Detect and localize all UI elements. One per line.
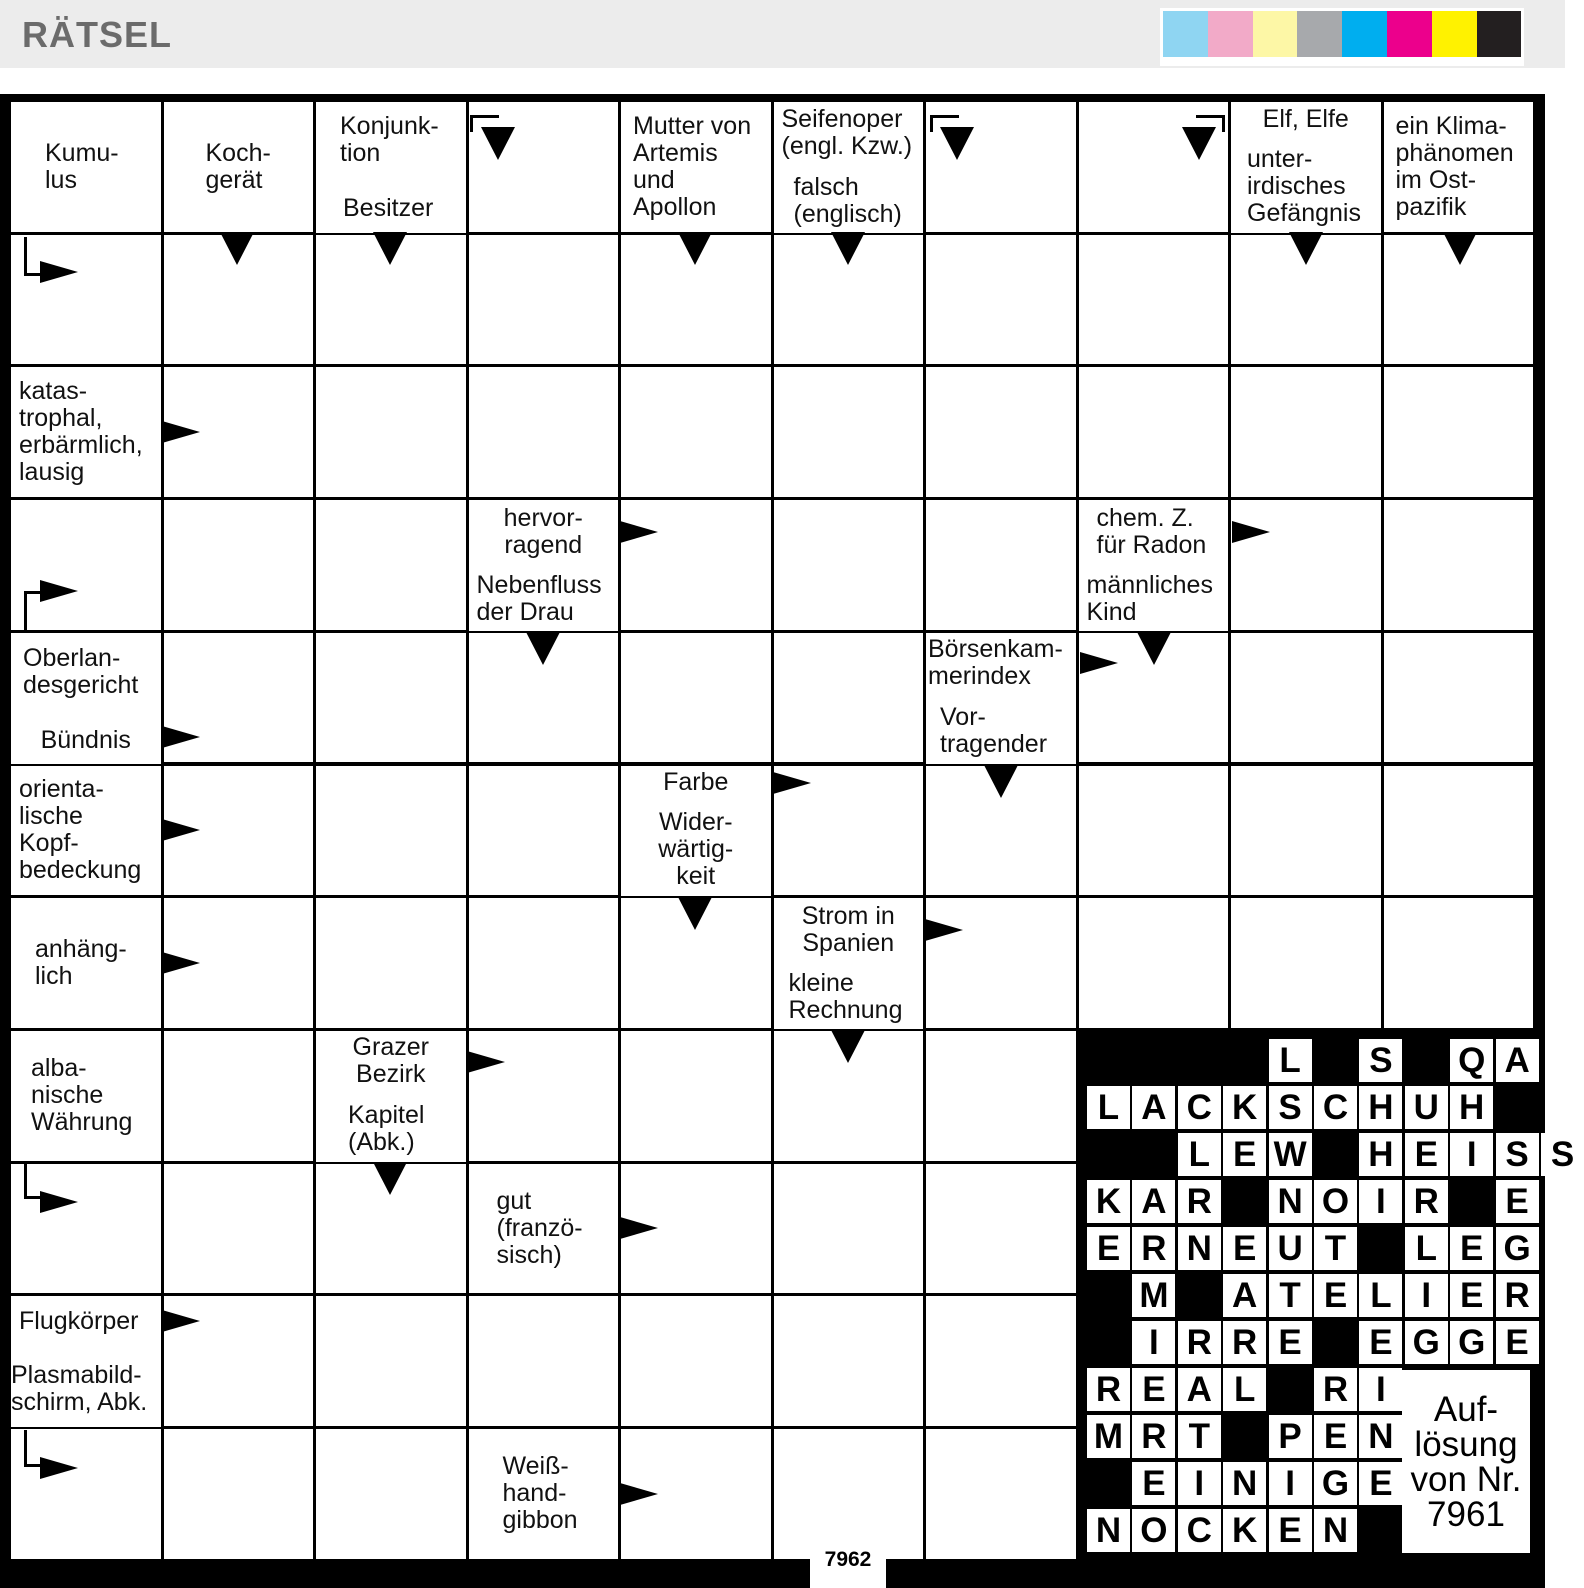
solution-letter: A <box>1178 1368 1221 1411</box>
solution-letter: E <box>1269 1509 1312 1552</box>
clue-text: unter- irdisches Gefängnis <box>1247 144 1361 227</box>
hook-arrow-icon <box>24 1162 45 1199</box>
solution-letter: E <box>1359 1321 1402 1364</box>
arrow-right-icon <box>40 580 78 602</box>
clue-text: Koch- gerät <box>205 138 271 194</box>
clue-widerwaertig <box>621 804 771 896</box>
swatch-6 <box>1432 11 1477 57</box>
solution-letter: S <box>1541 1133 1584 1176</box>
clue-mutter <box>621 102 771 232</box>
clue-text: Farbe <box>663 768 729 797</box>
answer-cell[interactable] <box>774 1296 924 1426</box>
answer-cell[interactable] <box>469 766 619 896</box>
solution-letter: R <box>1178 1180 1221 1223</box>
swatch-7 <box>1477 11 1522 57</box>
solution-letter: K <box>1223 1086 1266 1129</box>
clue-text: Bündnis <box>40 725 131 754</box>
answer-cell[interactable] <box>316 1429 466 1559</box>
arrow-down-icon <box>984 765 1018 798</box>
solution-letter: L <box>1223 1368 1266 1411</box>
solution-letter: N <box>1178 1227 1221 1270</box>
clue-falsch <box>774 168 924 233</box>
answer-cell[interactable] <box>164 1429 314 1559</box>
clue-text: Vor- tragender <box>940 702 1048 758</box>
hook-arrow-icon <box>24 1430 45 1467</box>
answer-cell[interactable] <box>774 1164 924 1294</box>
answer-cell[interactable] <box>1231 367 1381 497</box>
clue-katastrophal <box>11 367 161 497</box>
answer-cell[interactable] <box>316 367 466 497</box>
arrow-right-icon <box>162 952 200 974</box>
hook-arrow-icon <box>930 115 959 132</box>
solution-letter: I <box>1132 1321 1175 1364</box>
answer-cell[interactable] <box>926 500 1076 630</box>
solution-letter: H <box>1450 1086 1493 1129</box>
clue-strom <box>774 898 924 961</box>
answer-cell[interactable] <box>469 367 619 497</box>
clue-text: chem. Z. für Radon <box>1096 503 1207 559</box>
clue-text: Besitzer <box>343 193 434 222</box>
clue-vortragender <box>926 697 1076 763</box>
solution-letter: M <box>1132 1274 1175 1317</box>
hook-arrow-icon <box>1196 115 1225 132</box>
solution-letter: A <box>1496 1039 1539 1082</box>
solution-letter: T <box>1269 1274 1312 1317</box>
swatch-1 <box>1208 11 1253 57</box>
arrow-down-icon <box>373 1162 407 1195</box>
solution-letter: C <box>1178 1509 1221 1552</box>
solution-letter: E <box>1132 1462 1175 1505</box>
clue-text: Kapitel (Abk.) <box>348 1100 425 1156</box>
clue-klima <box>1384 102 1534 232</box>
hook-arrow-icon <box>24 237 45 276</box>
arrow-right-icon <box>1080 652 1118 674</box>
clue-text: Nebenfluss der Drau <box>476 571 602 627</box>
clue-radon <box>1079 500 1229 563</box>
answer-cell[interactable] <box>469 235 619 365</box>
answer-cell[interactable] <box>926 898 1076 1028</box>
hook-arrow-icon <box>470 115 499 132</box>
answer-cell[interactable] <box>621 1031 771 1161</box>
solution-letter: E <box>1496 1180 1539 1223</box>
clue-besitzer <box>316 183 466 234</box>
answer-cell[interactable] <box>621 367 771 497</box>
clue-kumulus <box>11 102 161 232</box>
answer-cell[interactable] <box>1384 898 1534 1028</box>
solution-letter: E <box>1359 1462 1402 1505</box>
solution-letter: R <box>1132 1415 1175 1458</box>
clue-text: Konjunk- tion <box>340 111 439 167</box>
answer-cell[interactable] <box>469 898 619 1028</box>
answer-cell[interactable] <box>774 1429 924 1559</box>
arrow-right-icon <box>620 1217 658 1239</box>
clue-text: Weiß- hand- gibbon <box>502 1452 578 1535</box>
solution-letter: K <box>1087 1180 1130 1223</box>
clue-kind <box>1079 567 1229 631</box>
clue-hervorragend <box>469 500 619 563</box>
solution-letter: C <box>1314 1086 1357 1129</box>
answer-cell[interactable] <box>621 1296 771 1426</box>
answer-cell[interactable] <box>316 1296 466 1426</box>
clue-text: männliches Kind <box>1086 571 1213 627</box>
clue-albanisch <box>11 1031 161 1161</box>
solution-letter: R <box>1132 1227 1175 1270</box>
arrow-down-icon <box>1443 232 1477 265</box>
clue-text: Wider- wärtig- keit <box>658 808 734 891</box>
solution-letter: M <box>1087 1415 1130 1458</box>
solution-letter: A <box>1223 1274 1266 1317</box>
solution-letter: Q <box>1450 1039 1493 1082</box>
solution-letter: O <box>1314 1180 1357 1223</box>
answer-cell[interactable] <box>1079 367 1229 497</box>
clue-buendnis <box>11 716 161 764</box>
arrow-right-icon <box>1232 521 1270 543</box>
answer-cell[interactable] <box>1079 898 1229 1028</box>
answer-cell[interactable] <box>1079 235 1229 365</box>
clue-text: anhäng- lich <box>35 935 127 991</box>
solution-letter: N <box>1359 1415 1402 1458</box>
answer-cell[interactable] <box>1384 367 1534 497</box>
solution-letter: I <box>1269 1462 1312 1505</box>
solution-letter: G <box>1314 1462 1357 1505</box>
solution-letter: R <box>1405 1180 1448 1223</box>
answer-cell[interactable] <box>1231 898 1381 1028</box>
arrow-down-icon <box>526 632 560 665</box>
arrow-right-icon <box>40 1191 78 1213</box>
solution-letter: L <box>1087 1086 1130 1129</box>
clue-gut <box>469 1164 619 1294</box>
color-swatches <box>1160 8 1524 66</box>
clue-text: Plasmabild- schirm, Abk. <box>11 1360 148 1416</box>
solution-letter: T <box>1314 1227 1357 1270</box>
arrow-right-icon <box>162 819 200 841</box>
answer-cell[interactable] <box>774 633 924 763</box>
solution-letter: W <box>1269 1133 1312 1176</box>
solution-letter: G <box>1450 1321 1493 1364</box>
arrow-right-icon <box>773 772 811 794</box>
solution-letter: I <box>1450 1133 1493 1176</box>
solution-letter: E <box>1132 1368 1175 1411</box>
page-title: RÄTSEL <box>22 14 172 55</box>
arrow-right-icon <box>40 1457 78 1479</box>
answer-cell[interactable] <box>1384 766 1534 896</box>
arrow-down-icon <box>831 1030 865 1063</box>
clue-text: Flugkörper <box>19 1306 139 1335</box>
answer-cell[interactable] <box>621 500 771 630</box>
clue-text: Seifenoper (engl. Kzw.) <box>781 104 913 160</box>
clue-text: katas- trophal, erbärmlich, lausig <box>19 377 143 487</box>
answer-cell[interactable] <box>1231 500 1381 630</box>
clue-orientalisch <box>11 766 161 896</box>
clue-boersen <box>926 633 1076 693</box>
answer-cell[interactable] <box>164 1031 314 1161</box>
solution-letter: R <box>1178 1321 1221 1364</box>
answer-cell[interactable] <box>1079 766 1229 896</box>
solution-letter: G <box>1496 1227 1539 1270</box>
solution-letter: U <box>1269 1227 1312 1270</box>
clue-text: Grazer Bezirk <box>352 1033 429 1089</box>
clue-text: gut (franzö- sisch) <box>496 1186 583 1269</box>
puzzle-number: 7962 <box>810 1548 886 1588</box>
answer-cell[interactable] <box>1231 633 1381 763</box>
solution-letter: O <box>1132 1509 1175 1552</box>
swatch-3 <box>1297 11 1342 57</box>
swatch-5 <box>1387 11 1432 57</box>
answer-cell[interactable] <box>1384 633 1534 763</box>
answer-cell[interactable] <box>621 633 771 763</box>
answer-cell[interactable] <box>316 898 466 1028</box>
clue-anhaenglich <box>11 898 161 1028</box>
arrow-down-icon <box>678 232 712 265</box>
solution-letter: A <box>1132 1086 1175 1129</box>
swatch-4 <box>1342 11 1387 57</box>
solution-letter: R <box>1496 1274 1539 1317</box>
solution-letter: E <box>1223 1227 1266 1270</box>
solution-letter: S <box>1359 1039 1402 1082</box>
hook-arrow-icon <box>24 591 45 632</box>
clue-text: Börsenkam- merindex <box>928 634 1063 690</box>
answer-cell[interactable] <box>926 235 1076 365</box>
solution-letter: E <box>1223 1133 1266 1176</box>
answer-cell[interactable] <box>316 500 466 630</box>
solution-letter: S <box>1496 1133 1539 1176</box>
clue-rechnung <box>774 966 924 1030</box>
answer-cell[interactable] <box>316 633 466 763</box>
solution-letter: R <box>1223 1321 1266 1364</box>
solution-letter: L <box>1269 1039 1312 1082</box>
solution-letter: H <box>1359 1133 1402 1176</box>
solution-letter: N <box>1087 1509 1130 1552</box>
clue-grazer <box>316 1031 466 1091</box>
clue-text: Elf, Elfe <box>1262 104 1349 133</box>
solution-letter: E <box>1314 1415 1357 1458</box>
swatch-0 <box>1163 11 1208 57</box>
clue-text: Strom in Spanien <box>801 901 895 957</box>
solution-letter: N <box>1223 1462 1266 1505</box>
answer-cell[interactable] <box>1231 766 1381 896</box>
arrow-right-icon <box>467 1051 505 1073</box>
solution-letter: E <box>1496 1321 1539 1364</box>
clue-text: hervor- ragend <box>503 503 583 559</box>
crossword-grid <box>0 94 1575 1588</box>
arrow-right-icon <box>925 919 963 941</box>
clue-text: Mutter von Artemis und Apollon <box>633 111 752 221</box>
arrow-down-icon <box>1137 632 1171 665</box>
clue-text: Kumu- lus <box>45 138 119 194</box>
clue-text: orienta- lische Kopf- bedeckung <box>19 775 142 885</box>
arrow-right-icon <box>162 1310 200 1332</box>
solution-letter: E <box>1269 1321 1312 1364</box>
answer-cell[interactable] <box>164 1164 314 1294</box>
answer-cell[interactable] <box>164 500 314 630</box>
solution-letter: E <box>1087 1227 1130 1270</box>
solution-letter: E <box>1450 1274 1493 1317</box>
arrow-down-icon <box>831 232 865 265</box>
solution-letter: C <box>1178 1086 1221 1129</box>
solution-letter: I <box>1405 1274 1448 1317</box>
solution-letter: E <box>1314 1274 1357 1317</box>
solution-letter: E <box>1450 1227 1493 1270</box>
solution-letter: L <box>1359 1274 1402 1317</box>
solution-note: Auf- lösung von Nr. 7961 <box>1402 1370 1530 1553</box>
arrow-right-icon <box>40 261 78 283</box>
clue-weiss <box>469 1429 619 1559</box>
answer-cell[interactable] <box>926 1296 1076 1426</box>
solution-letter: T <box>1178 1415 1221 1458</box>
solution-letter: E <box>1405 1133 1448 1176</box>
clue-seifenoper <box>774 102 924 164</box>
clue-text: alba- nische Währung <box>31 1054 133 1137</box>
arrow-down-icon <box>373 232 407 265</box>
swatch-2 <box>1253 11 1298 57</box>
arrow-right-icon <box>162 726 200 748</box>
answer-cell[interactable] <box>1384 500 1534 630</box>
clue-kochgeraet <box>164 102 314 232</box>
arrow-down-icon <box>220 232 254 265</box>
clue-text: falsch (englisch) <box>793 172 902 228</box>
clue-flugkoerper <box>11 1296 161 1346</box>
solution-letter: I <box>1359 1180 1402 1223</box>
solution-letter: A <box>1132 1180 1175 1223</box>
solution-letter: R <box>1087 1368 1130 1411</box>
solution-letter: L <box>1178 1133 1221 1176</box>
answer-cell[interactable] <box>774 500 924 630</box>
clue-farbe <box>621 766 771 800</box>
solution-letter: L <box>1405 1227 1448 1270</box>
arrow-right-icon <box>162 421 200 443</box>
clue-text: Oberlan- desgericht <box>23 644 139 699</box>
clue-text: kleine Rechnung <box>788 969 903 1025</box>
answer-cell[interactable] <box>774 367 924 497</box>
solution-letter: G <box>1405 1321 1448 1364</box>
answer-cell[interactable] <box>316 766 466 896</box>
clue-text: ein Klima- phänomen im Ost- pazifik <box>1395 111 1514 221</box>
solution-letter: U <box>1405 1086 1448 1129</box>
clue-plasma <box>11 1350 161 1427</box>
answer-cell[interactable] <box>469 1296 619 1426</box>
arrow-down-icon <box>678 897 712 930</box>
solution-letter: I <box>1178 1462 1221 1505</box>
answer-cell[interactable] <box>926 367 1076 497</box>
answer-cell[interactable] <box>926 1031 1076 1161</box>
clue-nebenfluss <box>469 567 619 631</box>
clue-elf <box>1231 102 1381 136</box>
header-bar <box>0 0 1565 68</box>
solution-letter: N <box>1314 1509 1357 1552</box>
solution-letter: R <box>1314 1368 1357 1411</box>
arrow-down-icon <box>1289 232 1323 265</box>
solution-letter: H <box>1359 1086 1402 1129</box>
clue-konjunktion <box>316 102 466 178</box>
solution-letter: K <box>1223 1509 1266 1552</box>
answer-cell[interactable] <box>926 1429 1076 1559</box>
solution-letter: P <box>1269 1415 1312 1458</box>
solution-letter: N <box>1269 1180 1312 1223</box>
clue-kapitel <box>316 1096 466 1162</box>
clue-gefaengnis <box>1231 140 1381 232</box>
solution-letter: S <box>1269 1086 1312 1129</box>
arrow-right-icon <box>620 521 658 543</box>
answer-cell[interactable] <box>926 1164 1076 1294</box>
solution-letter: I <box>1359 1368 1402 1411</box>
arrow-right-icon <box>620 1483 658 1505</box>
clue-oberland <box>11 633 161 711</box>
